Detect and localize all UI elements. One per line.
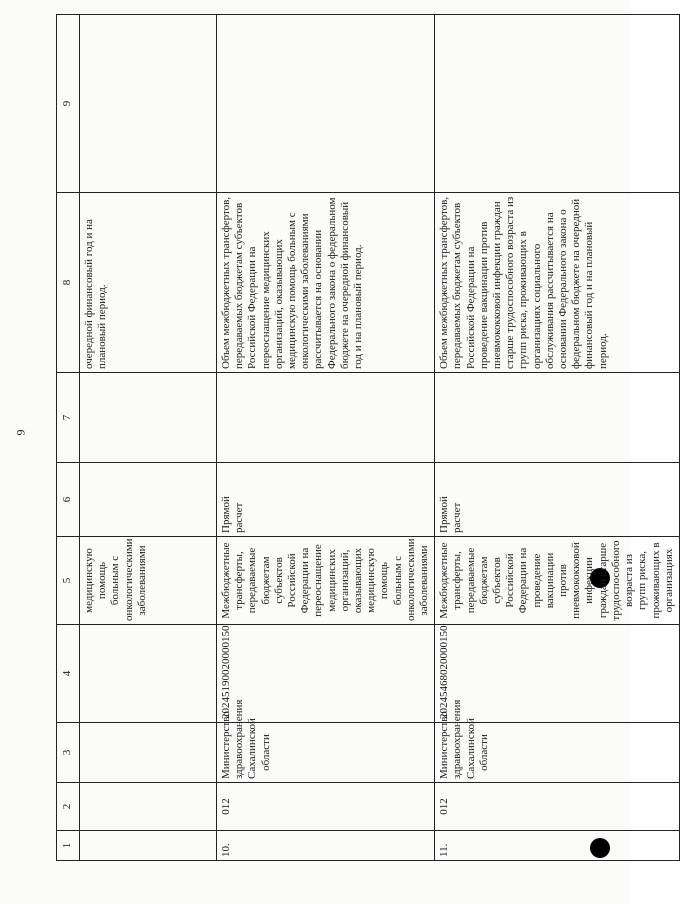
column-7-cell — [80, 373, 217, 463]
kbk-code — [80, 625, 217, 723]
row-number: 10. — [217, 831, 435, 861]
forecast-method: Прямой расчет — [435, 463, 680, 537]
column-header: 2 — [57, 783, 80, 831]
revenue-name: медицинскую помощь больным с онкологическими заболеваниями — [80, 537, 217, 625]
table-row — [80, 15, 217, 861]
column-9-cell — [217, 15, 435, 193]
column-header: 8 — [57, 193, 80, 373]
calculation-description: Объем межбюджетных трансфертов, передаваемых бюджетам субъектов Российской Федерации на проведение вакцинации против пневмококковой инфекции граждан старше трудоспособного возраста из групп риска, проживающих в организациях социального обслуживания рассчитывается на основании Федерального закона о федеральном бюджете на очередной финансовый год и на плановый период. — [435, 193, 680, 373]
column-header: 9 — [57, 15, 80, 193]
calculation-description: Объем межбюджетных трансфертов, передаваемых бюджетам субъектов Российской Федерации на переоснащение медицинских организаций, оказывающих медицинскую помощь больным с онкологическими заболеваниями рассчитывается на основании Федерального закона о федеральном бюджете на очередной финансовый год и на плановый период. — [217, 193, 435, 373]
table-frame — [56, 15, 675, 861]
column-header: 3 — [57, 723, 80, 783]
ministry-name: Министерство здравоохранения Сахалинской области — [435, 723, 680, 783]
page-number: 9 — [13, 429, 28, 436]
chapter-code: 012 — [217, 783, 435, 831]
ministry-name: Министерство здравоохранения Сахалинской области — [217, 723, 435, 783]
revenue-name: Межбюджетные трансферты, передаваемые бюджетам субъектов Российской Федерации на переоснащение медицинских организаций, оказывающих медицинскую помощь больным с онкологическими заболеваниями — [217, 537, 435, 625]
calculation-description: очередной финансовый год и на плановый период. — [80, 193, 217, 373]
table-row — [217, 15, 435, 861]
header-row — [57, 15, 80, 861]
forecast-method — [80, 463, 217, 537]
column-header: 4 — [57, 625, 80, 723]
table-row — [435, 15, 680, 861]
column-9-cell — [80, 15, 217, 193]
budget-table — [56, 14, 680, 861]
column-header: 7 — [57, 373, 80, 463]
rotated-table-container — [56, 15, 675, 861]
ministry-name — [80, 723, 217, 783]
kbk-code: 20245190020000150 — [217, 625, 435, 723]
forecast-method: Прямой расчет — [217, 463, 435, 537]
kbk-code: 20245468020000150 — [435, 625, 680, 723]
column-7-cell — [435, 373, 680, 463]
column-header: 1 — [57, 831, 80, 861]
column-9-cell — [435, 15, 680, 193]
chapter-code — [80, 783, 217, 831]
row-number: 11. — [435, 831, 680, 861]
column-header: 6 — [57, 463, 80, 537]
row-number — [80, 831, 217, 861]
column-7-cell — [217, 373, 435, 463]
chapter-code: 012 — [435, 783, 680, 831]
column-header: 5 — [57, 537, 80, 625]
revenue-name: Межбюджетные трансферты, передаваемые бюджетам субъектов Российской Федерации на проведение вакцинации против пневмококковой инфекции граждан старше трудоспособного возраста из групп риска, проживающих в организациях — [435, 537, 680, 625]
